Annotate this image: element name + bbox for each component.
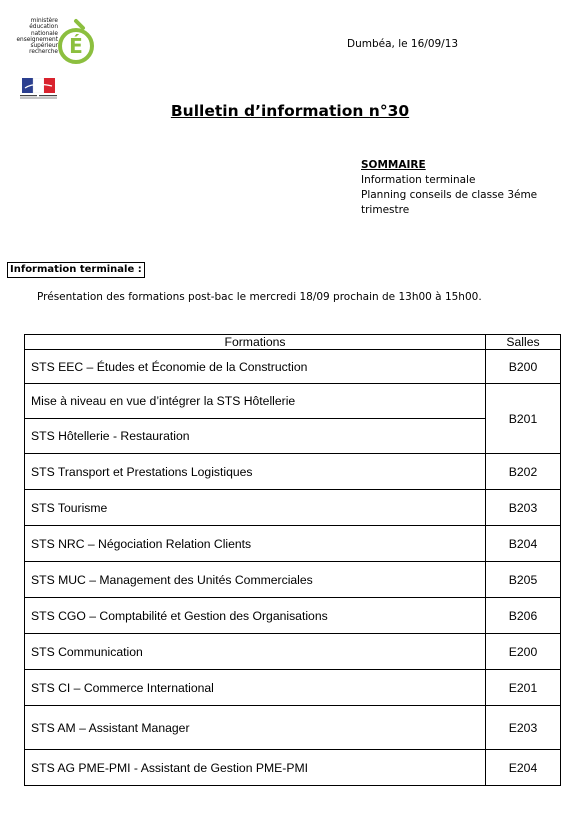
logo-line: enseignement: [16, 36, 58, 43]
salle-cell: E201: [486, 670, 561, 706]
logo-line: recherche: [29, 49, 58, 56]
formation-cell: STS CI – Commerce International: [25, 670, 486, 706]
formation-cell: STS Hôtellerie - Restauration: [25, 419, 486, 454]
ministry-logo: [14, 18, 94, 98]
table-row: [25, 454, 561, 490]
formation-cell: STS MUC – Management des Unités Commerciales: [25, 562, 486, 598]
table-row: [25, 526, 561, 562]
sommaire-item: Information terminale: [361, 174, 476, 186]
formation-cell: STS Transport et Prestations Logistiques: [25, 454, 486, 490]
salle-cell: E200: [486, 634, 561, 670]
section-label: Information terminale :: [7, 262, 145, 278]
logo-line: supérieur: [30, 43, 58, 50]
logo-e-icon: [56, 18, 96, 68]
salle-cell: E203: [486, 706, 561, 750]
sommaire-block: [361, 158, 537, 218]
column-header-formations: Formations: [25, 335, 486, 350]
column-header-salles: Salles: [486, 335, 561, 350]
table-header-row: [25, 335, 561, 350]
sommaire-item: Planning conseils de classe 3éme: [361, 189, 538, 201]
intro-text: Présentation des formations post-bac le mercredi 18/09 prochain de 13h00 à 15h00.: [37, 291, 482, 303]
salle-cell: B204: [486, 526, 561, 562]
formation-cell: STS AG PME-PMI - Assistant de Gestion PME-PMI: [25, 750, 486, 786]
table-row: [25, 384, 561, 419]
table-row: [25, 562, 561, 598]
salle-cell: B201: [486, 384, 561, 454]
formation-cell: STS AM – Assistant Manager: [25, 706, 486, 750]
formation-cell: STS CGO – Comptabilité et Gestion des Organisations: [25, 598, 486, 634]
table-row: [25, 750, 561, 786]
salle-cell: B200: [486, 350, 561, 384]
table-row: [25, 634, 561, 670]
formation-cell: STS NRC – Négociation Relation Clients: [25, 526, 486, 562]
table-row: [25, 350, 561, 384]
salle-cell: B202: [486, 454, 561, 490]
sommaire-heading: SOMMAIRE: [361, 159, 426, 171]
table-row: [25, 706, 561, 750]
table-row: [25, 419, 561, 454]
flag-caption-icon: [20, 94, 60, 100]
table-row: [25, 490, 561, 526]
formation-cell: STS EEC – Études et Économie de la Construction: [25, 350, 486, 384]
formation-cell: STS Communication: [25, 634, 486, 670]
formation-cell: Mise à niveau en vue d’intégrer la STS Hôtellerie: [25, 384, 486, 419]
salle-cell: B203: [486, 490, 561, 526]
logo-text: [14, 18, 58, 56]
formation-cell: STS Tourisme: [25, 490, 486, 526]
salle-cell: B206: [486, 598, 561, 634]
logo-line: nationale: [30, 30, 58, 37]
salle-cell: E204: [486, 750, 561, 786]
page-title: [0, 102, 580, 120]
french-flag-icon: [22, 78, 55, 93]
logo-letter: É: [69, 34, 83, 58]
logo-line: ministère: [30, 18, 58, 24]
document-date: Dumbéa, le 16/09/13: [347, 38, 459, 50]
logo-line: éducation: [29, 24, 58, 31]
table-row: [25, 598, 561, 634]
table-row: [25, 670, 561, 706]
sommaire-item: trimestre: [361, 204, 410, 216]
salle-cell: B205: [486, 562, 561, 598]
page-title-text: Bulletin d’information n°30: [170, 102, 410, 120]
formations-table: [24, 334, 561, 786]
